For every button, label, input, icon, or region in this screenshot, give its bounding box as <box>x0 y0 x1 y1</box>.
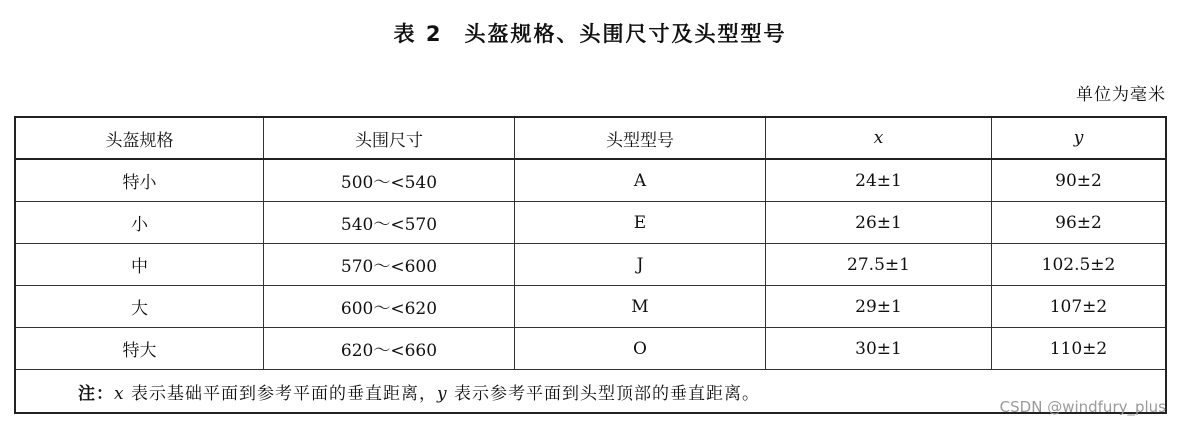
cell-head-type: J <box>515 244 766 286</box>
cell-helmet-size: 特小 <box>15 159 264 202</box>
header-head-type: 头型型号 <box>515 117 766 159</box>
cell-helmet-size: 特大 <box>15 328 264 370</box>
note-var-x: x <box>114 383 125 404</box>
watermark: CSDN @windfury_plus <box>999 398 1166 416</box>
cell-x: 24±1 <box>766 159 992 202</box>
spec-table <box>14 116 1167 414</box>
table-row <box>15 328 1166 370</box>
note-text-x: 表示基础平面到参考平面的垂直距离， <box>124 383 437 404</box>
unit-label: 单位为毫米 <box>1076 85 1166 105</box>
note-var-y: y <box>437 383 448 404</box>
table-row <box>15 202 1166 244</box>
cell-x: 26±1 <box>766 202 992 244</box>
cell-y: 90±2 <box>992 159 1167 202</box>
cell-head-circumference: 600～<620 <box>264 286 515 328</box>
cell-head-type: M <box>515 286 766 328</box>
cell-head-type: E <box>515 202 766 244</box>
cell-x: 29±1 <box>766 286 992 328</box>
cell-helmet-size: 大 <box>15 286 264 328</box>
table-note <box>15 370 1166 414</box>
cell-y: 107±2 <box>992 286 1167 328</box>
cell-head-type: O <box>515 328 766 370</box>
header-x: x <box>766 117 992 159</box>
header-helmet-size: 头盔规格 <box>15 117 264 159</box>
table-title <box>0 18 1180 48</box>
cell-x: 30±1 <box>766 328 992 370</box>
note-label: 注： <box>78 383 114 404</box>
table-header-row <box>15 117 1166 159</box>
cell-x: 27.5±1 <box>766 244 992 286</box>
cell-helmet-size: 中 <box>15 244 264 286</box>
cell-helmet-size: 小 <box>15 202 264 244</box>
table-row <box>15 286 1166 328</box>
table-number: 表 2 <box>393 22 443 46</box>
note-text-y: 表示参考平面到头型顶部的垂直距离。 <box>447 383 761 404</box>
cell-head-circumference: 540～<570 <box>264 202 515 244</box>
table-row <box>15 159 1166 202</box>
table-note-row <box>15 370 1166 414</box>
header-head-circumference: 头围尺寸 <box>264 117 515 159</box>
cell-head-circumference: 570～<600 <box>264 244 515 286</box>
table-title-text: 头盔规格、头围尺寸及头型型号 <box>464 22 787 46</box>
cell-head-circumference: 620～<660 <box>264 328 515 370</box>
cell-y: 110±2 <box>992 328 1167 370</box>
header-y: y <box>992 117 1167 159</box>
cell-y: 102.5±2 <box>992 244 1167 286</box>
table-row <box>15 244 1166 286</box>
cell-head-type: A <box>515 159 766 202</box>
cell-y: 96±2 <box>992 202 1167 244</box>
cell-head-circumference: 500～<540 <box>264 159 515 202</box>
